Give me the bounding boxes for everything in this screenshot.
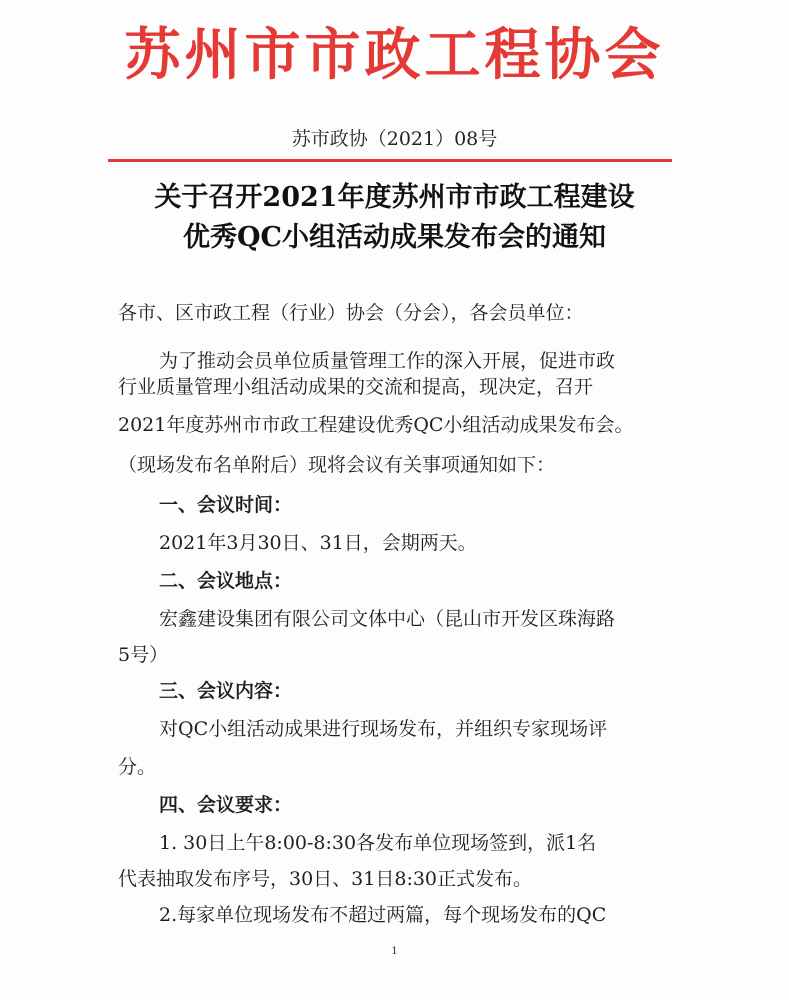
page-number: 1	[391, 946, 398, 957]
requirement-line: 1. 30日上午8:00-8:30各发布单位现场签到，派1名	[159, 832, 597, 854]
red-divider-line	[108, 159, 672, 162]
meeting-place-text: 5号）	[118, 644, 169, 666]
meeting-time-text: 2021年3月30日、31日，会期两天。	[159, 532, 477, 554]
intro-line: 行业质量管理小组活动成果的交流和提高，现决定，召开	[118, 376, 594, 398]
meeting-content-text: 分。	[118, 756, 157, 778]
requirement-line: 2.每家单位现场发布不超过两篇，每个现场发布的QC	[159, 904, 607, 926]
notice-title-line-1: 关于召开2021年度苏州市市政工程建设	[154, 182, 635, 213]
section-heading-place: 二、会议地点：	[159, 570, 293, 592]
section-heading-content: 三、会议内容：	[159, 680, 293, 702]
section-heading-requirements: 四、会议要求：	[159, 794, 293, 816]
requirement-line: 代表抽取发布序号，30日、31日8:30正式发布。	[118, 868, 533, 890]
meeting-place-text: 宏鑫建设集团有限公司文体中心（昆山市开发区珠海路	[159, 608, 616, 630]
intro-line: 为了推动会员单位质量管理工作的深入开展，促进市政	[159, 350, 616, 372]
intro-line: （现场发布名单附后）现将会议有关事项通知如下：	[118, 454, 556, 476]
organization-letterhead: 苏州市市政工程协会	[124, 22, 665, 88]
notice-title-line-2: 优秀QC小组活动成果发布会的通知	[182, 222, 606, 253]
intro-line: 2021年度苏州市市政工程建设优秀QC小组活动成果发布会。	[118, 414, 634, 436]
section-heading-time: 一、会议时间：	[159, 494, 293, 516]
document-number: 苏市政协（2021）08号	[291, 128, 498, 150]
meeting-content-text: 对QC小组活动成果进行现场发布，并组织专家现场评	[159, 718, 608, 740]
addressee-line: 各市、区市政工程（行业）协会（分会），各会员单位：	[118, 302, 584, 324]
